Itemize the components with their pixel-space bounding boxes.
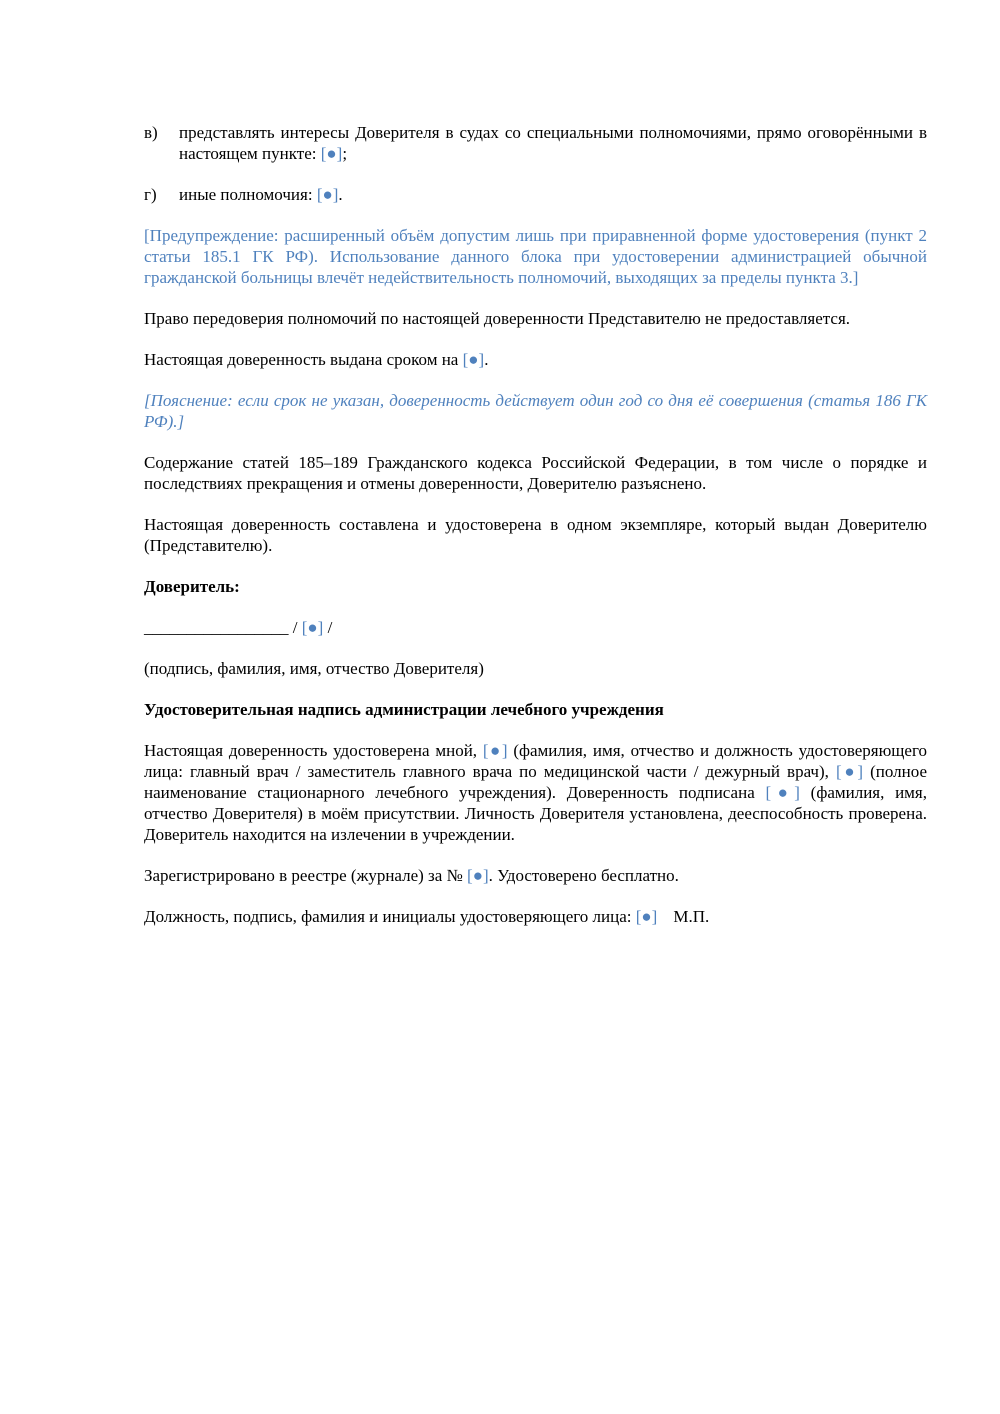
list-marker: в)	[144, 123, 158, 142]
list-item-text: представлять интересы Доверителя в судах со специальными полномочиями, прямо оговорёнными в настоящем пункте: [●];	[179, 123, 927, 163]
placeholder: [●]	[467, 866, 489, 885]
registry-paragraph: Зарегистрировано в реестре (журнале) за № [●]. Удостоверено бесплатно.	[144, 866, 679, 885]
list-item	[144, 122, 927, 164]
signature-line: _________________ / [●] /	[144, 618, 333, 637]
placeholder: [●]	[301, 618, 324, 637]
warning-note: [Предупреждение: расширенный объём допустим лишь при приравненной форме удостоверения (пункт 2 статьи 185.1 ГК РФ). Использование данного блока при удостоверении администрацией обычной гражданской больницы влечёт недействительность полномочий, выходящих за пределы пункта 3.]	[144, 226, 927, 287]
certification-paragraph: Настоящая доверенность удостоверена мной, [●] (фамилия, имя, отчество и должность удостоверяющего лица: главный врач / заместитель главного врача по медицинской части / дежурный врач), [●] (полное наименование стационарного лечебного учреждения). Доверенность подписана [●] (фамилия, имя, отчество Доверителя) в моём присутствии. Личность Доверителя установлена, дееспособность проверена. Доверитель находится на излечении в учреждении.	[144, 741, 928, 844]
explained-paragraph: Содержание статей 185–189 Гражданского кодекса Российской Федерации, в том числе о порядке и последствиях прекращения и отмены доверенности, Доверителю разъяснено.	[144, 453, 927, 493]
placeholder: [●]	[316, 185, 339, 204]
term-note: [Пояснение: если срок не указан, доверенность действует один год со дня её совершения (статья 186 ГК РФ).]	[144, 391, 927, 431]
no-delegation-paragraph: Право передоверия полномочий по настоящей доверенности Представителю не предоставляется.	[144, 309, 851, 328]
placeholder: [●]	[462, 350, 485, 369]
signature-caption: (подпись, фамилия, имя, отчество Доверителя)	[144, 659, 484, 678]
placeholder: [●]	[482, 741, 508, 760]
placeholder: [●]	[320, 144, 343, 163]
official-signature-line: Должность, подпись, фамилия и инициалы удостоверяющего лица: [●] М.П.	[144, 907, 710, 926]
placeholder: [●]	[765, 783, 800, 802]
list-marker: г)	[144, 185, 157, 204]
placeholder: [●]	[835, 762, 864, 781]
term-paragraph: Настоящая доверенность выдана сроком на [●].	[144, 350, 489, 369]
placeholder: [●]	[635, 907, 658, 926]
copies-paragraph: Настоящая доверенность составлена и удостоверена в одном экземпляре, который выдан Доверителю (Представителю).	[144, 515, 927, 555]
list-item	[144, 184, 927, 205]
certification-heading: Удостоверительная надпись администрации лечебного учреждения	[144, 700, 664, 719]
principal-heading: Доверитель:	[144, 577, 240, 596]
list-item-text: иные полномочия: [●].	[179, 185, 343, 204]
document-body	[144, 122, 927, 947]
seal-mark: М.П.	[673, 907, 710, 926]
